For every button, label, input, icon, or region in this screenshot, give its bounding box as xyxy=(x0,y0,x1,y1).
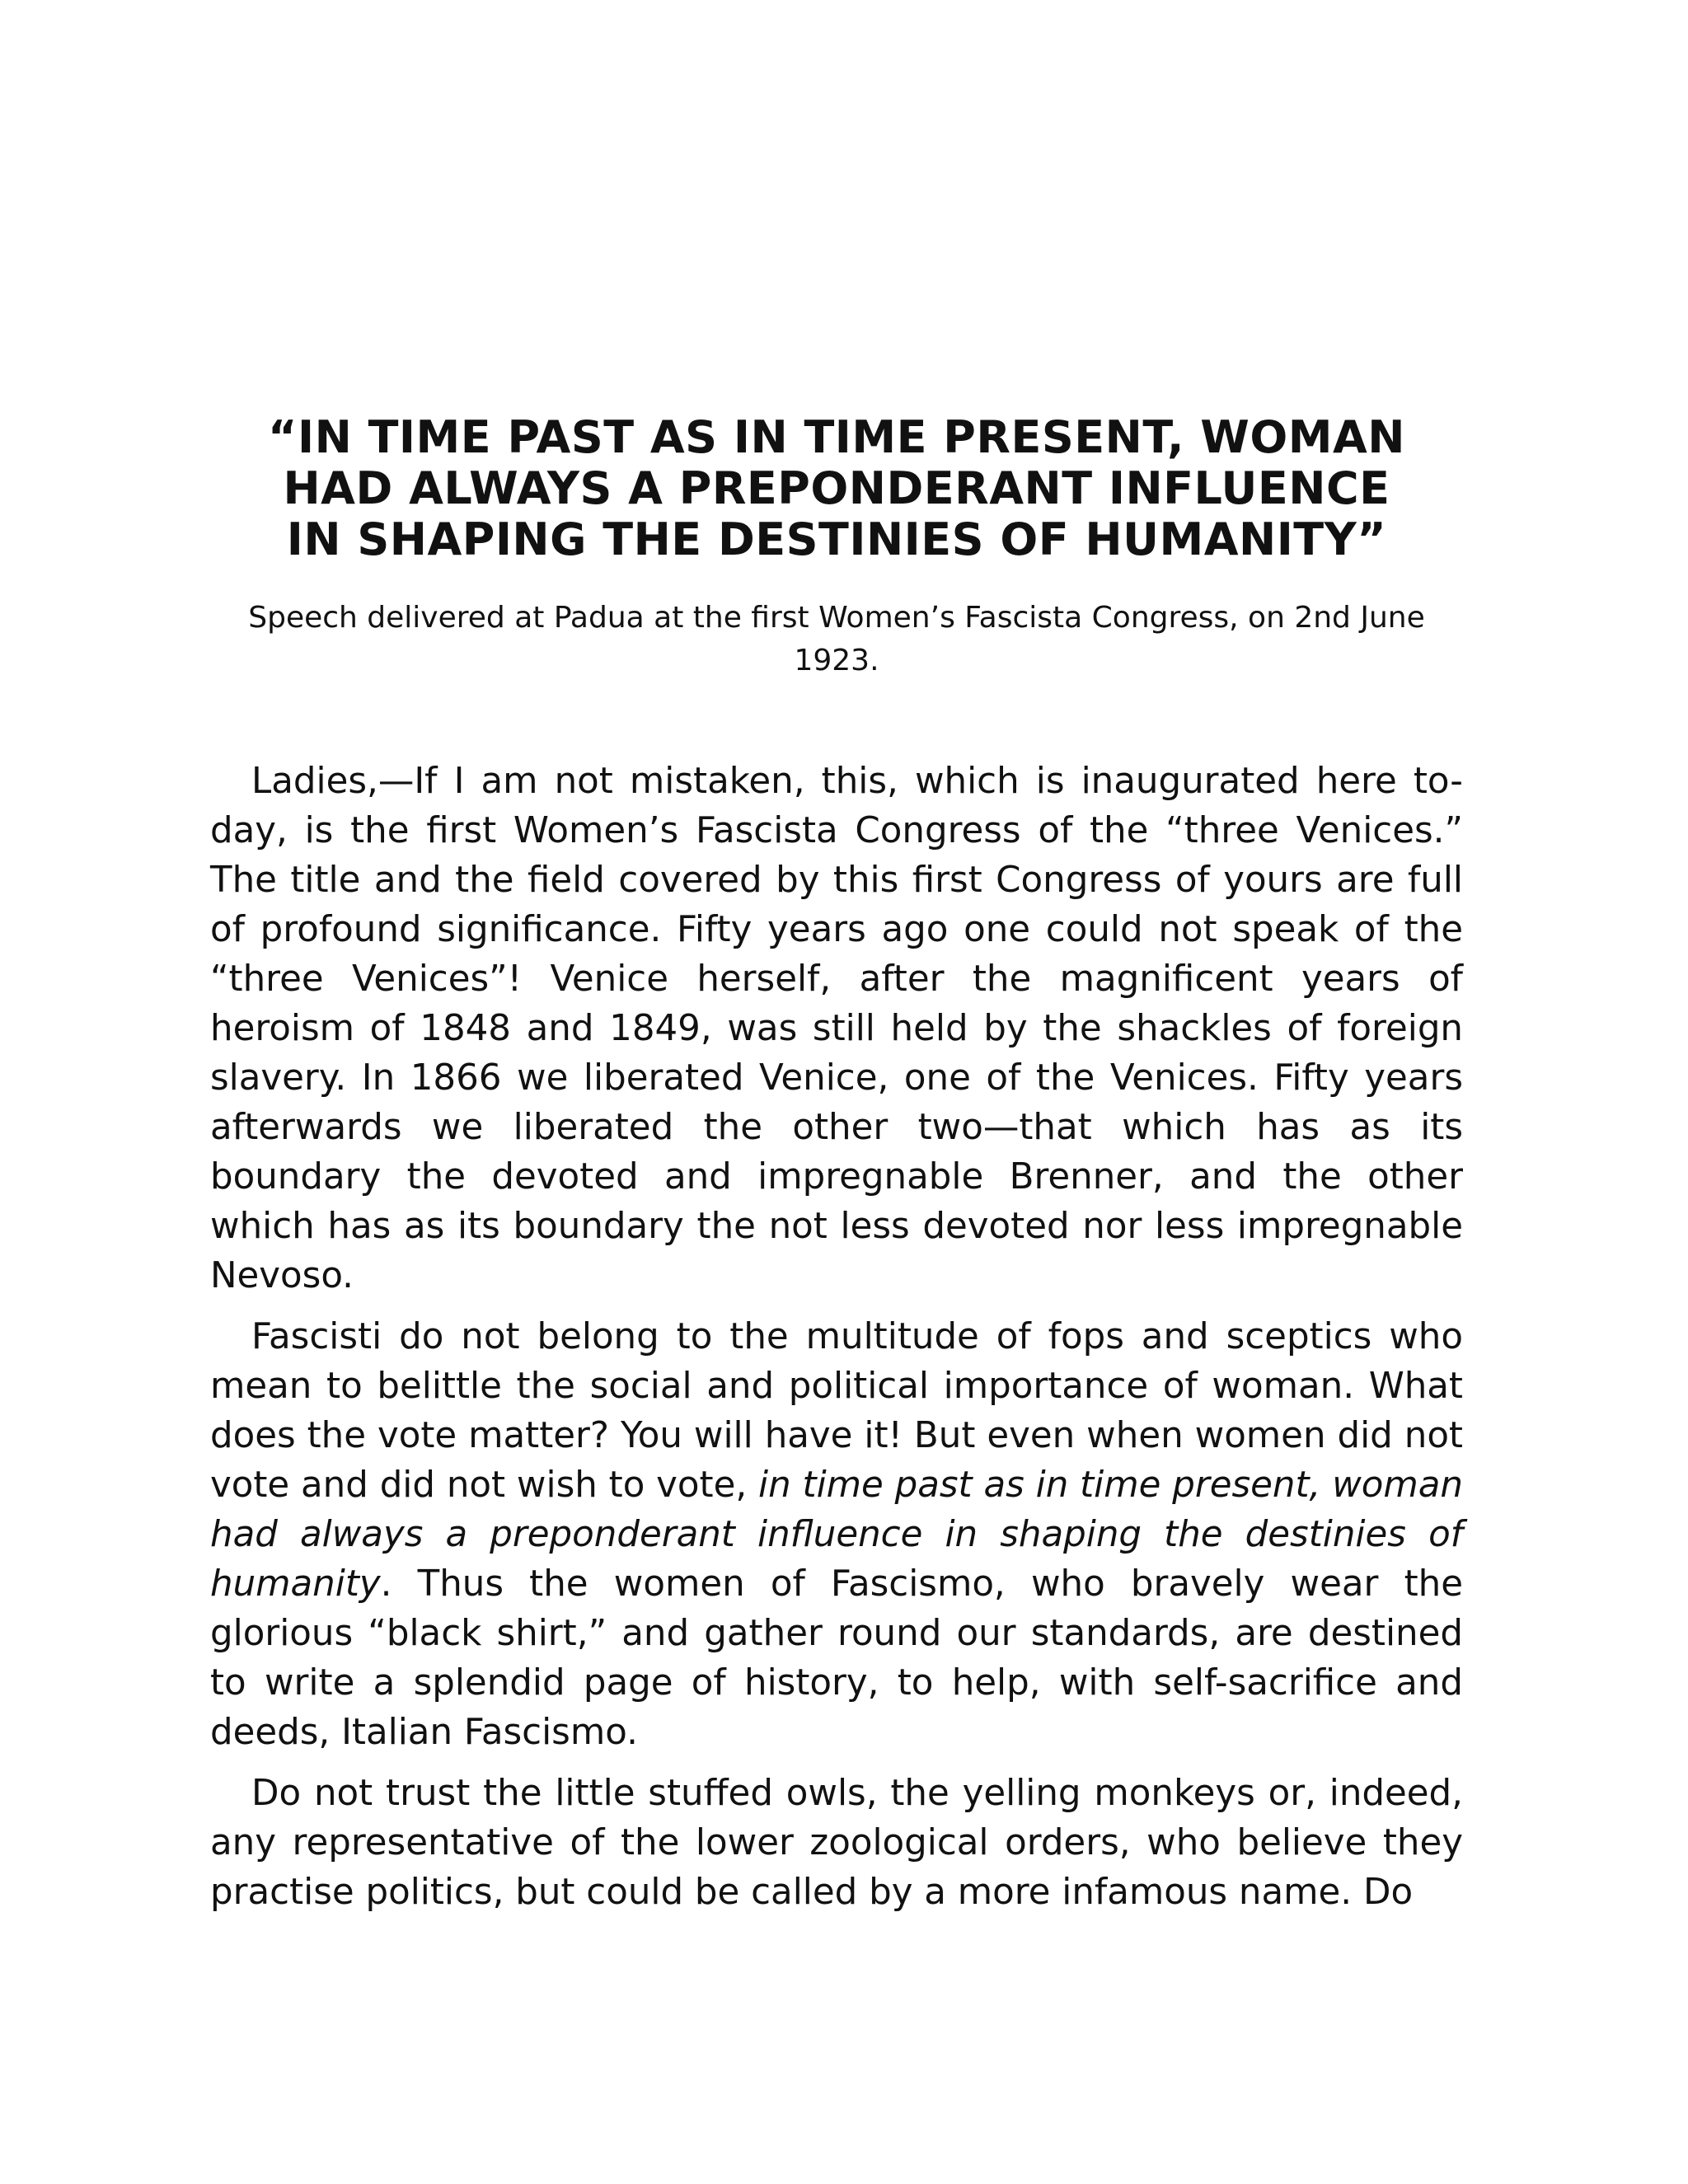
paragraph-1: Ladies,—If I am not mistaken, this, which is inaugurated here to-day, is the first Women’s Fascista Congress of the “three Venices.” The title and the field covered by this first Congress of yours are full of profound significance. Fifty years ago one could not speak of the “three Venices”! Venice herself, after the magnificent years of heroism of 1848 and 1849, was still held by the shackles of foreign slavery. In 1866 we liberated Venice, one of the Venices. Fifty years afterwards we liberated the other two—that which has as its boundary the devoted and impregnable Brenner, and the other which has as its boundary the not less devoted nor less impregnable Nevoso. xyxy=(210,761,1463,1296)
speech-subtitle: Speech delivered at Padua at the first Women’s Fascista Congress, on 2nd June 1923. xyxy=(248,601,1425,677)
paragraph-2-text-a: Fascisti do not belong to the multitude of fops and sceptics who mean to belittle the social and political importance of woman. What does the vote matter? You will have it! But even when women did not vote and did not wish to vote, xyxy=(210,1316,1463,1506)
speech-title xyxy=(210,412,1463,565)
title-line-1: “IN TIME PAST AS IN TIME PRESENT, WOMAN xyxy=(268,411,1405,463)
paragraph-2 xyxy=(210,1312,1463,1757)
title-line-2: HAD ALWAYS A PREPONDERANT INFLUENCE xyxy=(283,462,1390,514)
paragraph-2-text-b: . Thus the women of Fascismo, who bravely wear the glorious “black shirt,” and gather round our standards, are destined to write a splendid page of history, to help, with self-sacrifice and deeds, Italian Fascismo. xyxy=(210,1563,1463,1753)
speech-body xyxy=(210,757,1463,1917)
document-page xyxy=(210,412,1463,1929)
paragraph-2-italic-quote: in time past as in time present, woman had always a preponderant influence in shaping the destinies of humanity xyxy=(210,1465,1463,1605)
paragraph-3: Do not trust the little stuffed owls, the yelling monkeys or, indeed, any representative of the lower zoological orders, who believe they practise politics, but could be called by a more infamous name. Do xyxy=(210,1773,1463,1913)
title-line-3: IN SHAPING THE DESTINIES OF HUMANITY” xyxy=(286,513,1387,565)
